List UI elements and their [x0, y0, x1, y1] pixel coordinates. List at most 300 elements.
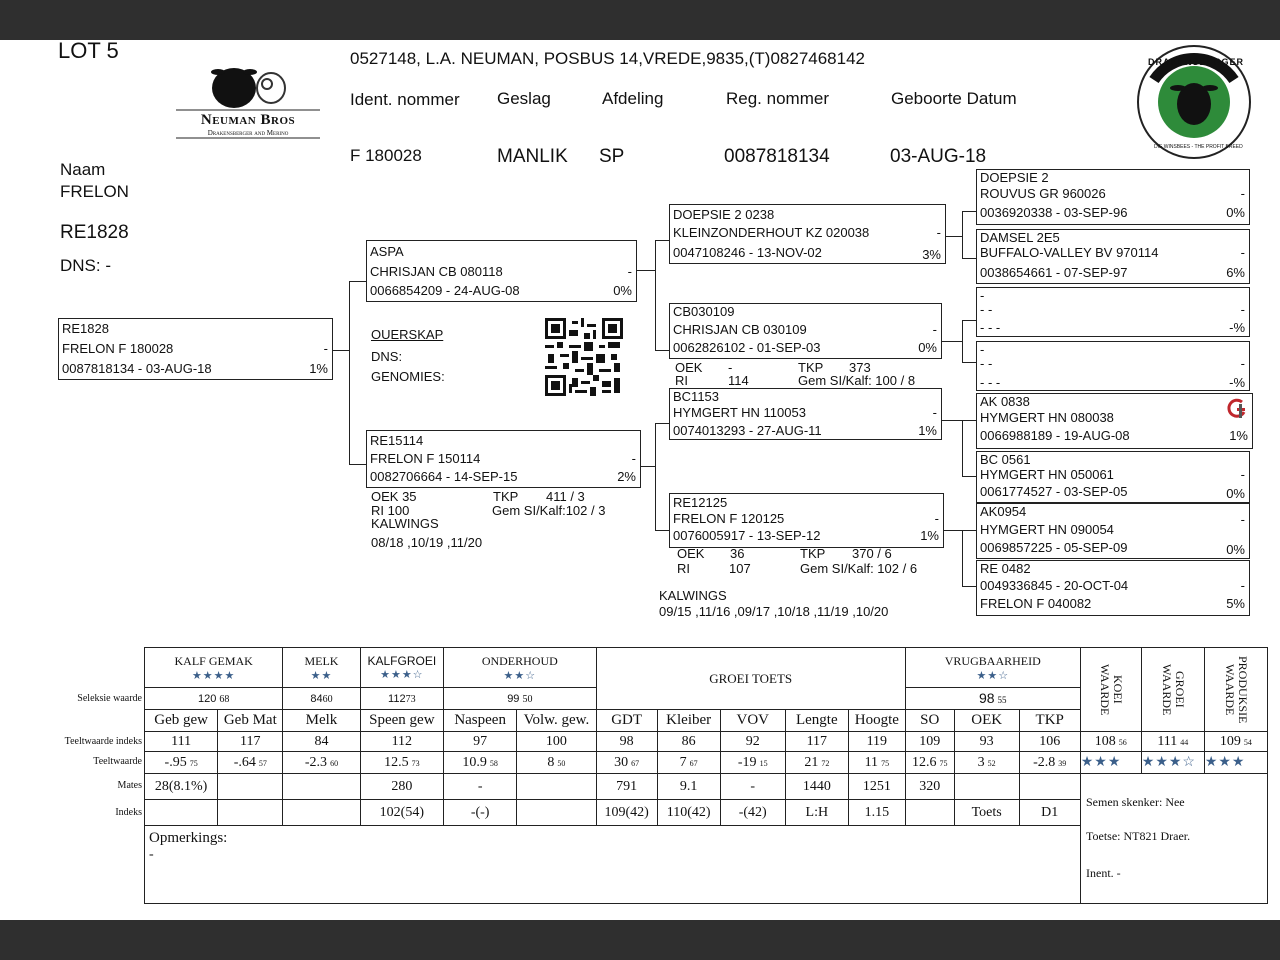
value-geboorte: 03-AUG-18 — [890, 146, 987, 167]
sel-kalfgroei — [360, 688, 443, 710]
value-geslag: MANLIK — [497, 146, 568, 167]
naam-label: Naam — [60, 160, 106, 179]
indeks-cell: -(42) — [720, 800, 785, 826]
gp4-line3-right: 1% — [920, 528, 939, 543]
ggp-box-5 — [976, 393, 1253, 449]
mates-cell: 320 — [905, 774, 954, 800]
dam-line1: RE15114 — [370, 433, 424, 448]
grandparent-box-2 — [669, 303, 942, 359]
sel-onderhoud — [444, 688, 597, 710]
ggp-box-4 — [976, 341, 1250, 391]
teeltwaarde-cell — [596, 752, 657, 774]
ggp5-line3-right: 1% — [1229, 428, 1248, 443]
mates-cell: - — [720, 774, 785, 800]
gp-lower-tkp-value: 370 / 6 — [852, 546, 892, 561]
teeltwaarde-acc: 73 — [411, 758, 420, 768]
ggp1-line2-right: - — [1240, 186, 1245, 201]
mates-cell: - — [444, 774, 517, 800]
waarde-index-cell — [1141, 732, 1204, 752]
grandparent-box-1 — [669, 204, 946, 264]
gp-upper-oek-label: OEK — [675, 360, 703, 375]
ggp6-line2-right: - — [1240, 467, 1245, 482]
animal-dns: DNS: - — [60, 256, 111, 275]
top-bar — [0, 0, 1280, 40]
melk-stars: ★★ — [310, 669, 333, 682]
sire-line2: CHRISJAN CB 080118 — [370, 264, 503, 279]
gp2-line3: 0062826102 - 01-SEP-03 — [673, 340, 821, 355]
drakensberger-ring-text: DRAKENSBERGER — [1148, 57, 1245, 67]
lot-number: LOT 5 — [58, 38, 119, 63]
teeltwaarde-value: -2.8 — [1033, 754, 1056, 770]
kalfgroei-stars: ★★★☆ — [380, 669, 424, 681]
neuman-title: Neuman Bros — [200, 112, 296, 128]
teeltwaarde-cell — [145, 752, 218, 774]
teeltwaarde-value: -.95 — [164, 754, 187, 770]
gp3-line3-right: 1% — [918, 423, 937, 438]
dam-kalwings-dates: 08/18 ,10/19 ,11/20 — [371, 535, 483, 550]
onderhoud-title: ONDERHOUD — [481, 653, 558, 668]
sire-line1: ASPA — [370, 244, 404, 259]
waarde-index-value: 111 — [1157, 733, 1178, 749]
dam-tkp-label: TKP — [493, 489, 519, 504]
gp4-line1: RE12125 — [673, 495, 728, 510]
ggp7-line3: 0069857225 - 05-SEP-09 — [980, 540, 1128, 555]
tw-indeks-cell: 97 — [444, 732, 517, 752]
teeltwaarde-value: 11 — [864, 754, 879, 770]
ggp8-line2: 0049336845 - 20-OCT-04 — [980, 578, 1129, 593]
subject-pedigree-box — [58, 318, 333, 380]
indeks-cell: D1 — [1019, 800, 1080, 826]
vrugbaarheid-title: VRUGBAARHEID — [944, 653, 1041, 668]
ggp-box-3 — [976, 287, 1250, 337]
group-melk — [283, 648, 360, 688]
ggp5-line2: HYMGERT HN 080038 — [980, 410, 1114, 425]
col-header: SO — [905, 710, 954, 732]
sel-kalf-gemak — [145, 688, 283, 710]
sel-kalfgroei-value: 112 — [388, 692, 406, 705]
teeltwaarde-acc: 58 — [489, 758, 498, 768]
ggp2-line1: DAMSEL 2E5 — [980, 230, 1060, 245]
ggp6-line2: HYMGERT HN 050061 — [980, 467, 1114, 482]
sel-melk — [283, 688, 360, 710]
ggp4-line2: - - — [980, 356, 993, 371]
label-afdeling: Afdeling — [602, 89, 664, 108]
subject-line2: FRELON F 180028 — [62, 341, 174, 356]
label-geslag: Geslag — [497, 89, 551, 108]
ggp3-line3: - - - — [980, 320, 1001, 335]
group-groei-toets — [596, 648, 905, 710]
waarde-index-acc: 54 — [1243, 737, 1252, 747]
kalfgroei-title: KALFGROEI — [367, 654, 437, 668]
ggp7-line2-right: - — [1240, 512, 1245, 527]
drakensberger-logo — [1134, 40, 1254, 160]
label-reg: Reg. nommer — [726, 89, 829, 108]
ggp2-line3: 0038654661 - 07-SEP-97 — [980, 265, 1128, 280]
value-afdeling: SP — [599, 146, 625, 167]
gp-lower-ri-label: RI — [677, 561, 690, 576]
teeltwaarde-cell — [283, 752, 360, 774]
teeltwaarde-acc: 15 — [759, 758, 768, 768]
teeltwaarde-cell — [1019, 752, 1080, 774]
teeltwaarde-value: 3 — [977, 754, 985, 770]
gp3-line2: HYMGERT HN 110053 — [673, 405, 806, 420]
gp1-line1: DOEPSIE 2 0238 — [673, 207, 775, 222]
tw-indeks-cell: 84 — [283, 732, 360, 752]
indeks-cell: 102(54) — [360, 800, 443, 826]
animal-name: FRELON — [60, 182, 129, 201]
ggp2-line3-right: 6% — [1226, 265, 1245, 280]
ggp3-line1: - — [980, 288, 985, 303]
mates-cell: 28(8.1%) — [145, 774, 218, 800]
row-label-seleksie: Seleksie waarde — [77, 693, 142, 704]
qr-code-icon — [545, 318, 623, 396]
gt-badge-icon — [1226, 398, 1248, 420]
tw-indeks-cell: 100 — [517, 732, 596, 752]
mates-cell — [218, 774, 283, 800]
row-label-tw-indeks: Teeltwaarde indeks — [64, 736, 142, 747]
mates-cell: 1251 — [848, 774, 905, 800]
ggp2-line2: BUFFALO-VALLEY BV 970114 — [980, 245, 1159, 260]
teeltwaarde-cell — [444, 752, 517, 774]
tw-indeks-cell: 106 — [1019, 732, 1080, 752]
teeltwaarde-acc: 67 — [689, 758, 698, 768]
ouerskap-title: OUERSKAP — [371, 327, 444, 342]
gp1-line3: 0047108246 - 13-NOV-02 — [673, 245, 822, 260]
sel-melk-acc: 60 — [322, 693, 333, 705]
ggp1-line3: 0036920338 - 03-SEP-96 — [980, 205, 1128, 220]
mates-cell — [283, 774, 360, 800]
ggp1-line1: DOEPSIE 2 — [980, 170, 1049, 185]
row-label-teeltwaarde: Teeltwaarde — [93, 756, 142, 767]
group-kalfgroei — [360, 648, 443, 688]
indeks-cell: Toets — [954, 800, 1019, 826]
subject-line2-right: - — [323, 341, 328, 356]
waarde-stars-cell: ★★★☆ — [1141, 752, 1204, 774]
gp4-line2-right: - — [934, 511, 939, 526]
waarde-index-value: 109 — [1219, 733, 1241, 749]
ggp8-line3: FRELON F 040082 — [980, 596, 1092, 611]
ggp7-line1: AK0954 — [980, 504, 1027, 519]
sel-onderhoud-acc: 50 — [522, 693, 533, 705]
vrugbaarheid-stars: ★★☆ — [976, 669, 1010, 682]
inent-note: Inent. - — [1086, 866, 1121, 880]
neuman-subtitle: Drakensberger and Merino — [207, 129, 289, 137]
sire-line2-right: - — [627, 264, 632, 279]
gp-upper-ri-value: 114 — [728, 373, 749, 388]
kalf-gemak-title: KALF GEMAK — [174, 653, 253, 668]
dam-box — [366, 430, 641, 488]
gp-upper-oek-value: - — [728, 360, 733, 375]
gp-upper-gem: Gem SI/Kalf: 100 / 8 — [798, 373, 916, 388]
ggp-box-8 — [976, 560, 1250, 616]
ggp-box-6 — [976, 451, 1250, 503]
teeltwaarde-acc: 50 — [557, 758, 566, 768]
teeltwaarde-value: 21 — [804, 754, 819, 770]
opmerkings-label: Opmerkings: — [149, 830, 228, 846]
produksie-waarde-title: PRODUKSIE WAARDE — [1222, 655, 1250, 724]
groei-toets-title: GROEI TOETS — [709, 670, 793, 686]
gp-upper-ri-label: RI — [675, 373, 688, 388]
teeltwaarde-cell — [517, 752, 596, 774]
waarde-index-cell — [1080, 732, 1141, 752]
teeltwaarde-value: -.64 — [233, 754, 256, 770]
group-kalf-gemak — [145, 648, 283, 688]
grandparent-box-4 — [669, 493, 944, 548]
teeltwaarde-acc: 72 — [821, 758, 830, 768]
koei-waarde-header — [1080, 648, 1141, 732]
ggp8-line2-right: - — [1240, 578, 1245, 593]
bottom-bar — [0, 920, 1280, 960]
gp2-line3-right: 0% — [918, 340, 937, 355]
groei-waarde-header — [1141, 648, 1204, 732]
col-header: OEK — [954, 710, 1019, 732]
ggp4-line1: - — [980, 342, 985, 357]
tw-indeks-cell: 86 — [657, 732, 720, 752]
drakensberger-tagline: DIE WINSBEES - THE PROFIT BREED — [1154, 144, 1243, 150]
teeltwaarde-value: 12.6 — [911, 754, 937, 770]
tw-indeks-cell: 119 — [848, 732, 905, 752]
gp4-line2: FRELON F 120125 — [673, 511, 785, 526]
ggp-box-2 — [976, 229, 1250, 284]
opmerkings-value: - — [149, 847, 154, 862]
teeltwaarde-acc: 57 — [258, 758, 267, 768]
teeltwaarde-cell — [785, 752, 848, 774]
gp3-line2-right: - — [932, 405, 937, 420]
tw-indeks-cell: 117 — [785, 732, 848, 752]
mates-cell — [517, 774, 596, 800]
ggp2-line2-right: - — [1240, 245, 1245, 260]
melk-title: MELK — [304, 653, 339, 668]
indeks-cell — [218, 800, 283, 826]
dam-line3: 0082706664 - 14-SEP-15 — [370, 469, 518, 484]
indeks-cell: -(-) — [444, 800, 517, 826]
sel-vrugbaarheid — [905, 688, 1080, 710]
col-header: Hoogte — [848, 710, 905, 732]
mates-cell — [954, 774, 1019, 800]
tw-indeks-cell: 109 — [905, 732, 954, 752]
grandparent-box-3 — [669, 388, 942, 440]
gp-lower-kalwings-dates: 09/15 ,11/16 ,09/17 ,10/18 ,11/19 ,10/20 — [659, 604, 889, 619]
teeltwaarde-cell — [720, 752, 785, 774]
gp1-line2-right: - — [936, 225, 941, 240]
tw-indeks-cell: 117 — [218, 732, 283, 752]
sire-box — [366, 240, 637, 302]
tw-indeks-cell: 98 — [596, 732, 657, 752]
sire-line3-right: 0% — [613, 283, 632, 298]
gp-lower-kalwings-label: KALWINGS — [659, 588, 727, 603]
teeltwaarde-acc: 60 — [330, 758, 339, 768]
sel-kalfgroei-acc: 73 — [405, 693, 416, 705]
ggp3-line2: - - — [980, 302, 993, 317]
dam-tkp-value: 411 / 3 — [546, 489, 585, 504]
ggp7-line3-right: 0% — [1226, 542, 1245, 557]
ggp8-line1: RE 0482 — [980, 561, 1031, 576]
teeltwaarde-cell — [218, 752, 283, 774]
subject-line3-right: 1% — [309, 361, 328, 376]
tw-indeks-cell: 92 — [720, 732, 785, 752]
ggp5-line3: 0066988189 - 19-AUG-08 — [980, 428, 1130, 443]
onderhoud-stars: ★★☆ — [503, 669, 537, 682]
tw-indeks-cell: 112 — [360, 732, 443, 752]
col-header: Speen gew — [360, 710, 443, 732]
teeltwaarde-value: 10.9 — [462, 754, 487, 770]
ggp-box-7 — [976, 503, 1250, 559]
ggp-box-1 — [976, 169, 1250, 225]
sel-vrugbaarheid-acc: 55 — [997, 694, 1007, 705]
dam-oek: OEK 35 — [371, 489, 417, 504]
opmerkings-cell — [145, 826, 1081, 904]
gp-lower-ri-value: 107 — [729, 561, 751, 576]
sire-line3: 0066854209 - 24-AUG-08 — [370, 283, 520, 298]
col-header: Kleiber — [657, 710, 720, 732]
col-header: Volw. gew. — [517, 710, 596, 732]
gp-upper-tkp-value: 373 — [849, 360, 871, 375]
gp4-line3: 0076005917 - 13-SEP-12 — [673, 528, 821, 543]
col-header: Geb gew — [145, 710, 218, 732]
kalf-gemak-stars: ★★★★ — [191, 669, 236, 682]
indeks-cell — [905, 800, 954, 826]
mates-cell: 791 — [596, 774, 657, 800]
col-header: GDT — [596, 710, 657, 732]
tw-indeks-cell: 93 — [954, 732, 1019, 752]
owner-line: 0527148, L.A. NEUMAN, POSBUS 14,VREDE,9835,(T)0827468142 — [350, 49, 866, 68]
value-reg: 0087818134 — [724, 146, 830, 167]
gp2-line2-right: - — [932, 322, 937, 337]
dam-gem: Gem SI/Kalf:102 / 3 — [492, 503, 606, 518]
tw-indeks-cell: 111 — [145, 732, 218, 752]
dam-line3-right: 2% — [617, 469, 636, 484]
waarde-index-acc: 44 — [1180, 737, 1189, 747]
group-onderhoud — [444, 648, 597, 688]
teeltwaarde-cell — [905, 752, 954, 774]
indeks-cell: 109(42) — [596, 800, 657, 826]
ggp6-line3-right: 0% — [1226, 486, 1245, 501]
groei-waarde-title: GROEI WAARDE — [1159, 663, 1187, 716]
produksie-waarde-header — [1204, 648, 1267, 732]
ggp1-line3-right: 0% — [1226, 205, 1245, 220]
ouerskap-dns: DNS: — [371, 349, 403, 364]
teeltwaarde-cell — [657, 752, 720, 774]
ggp6-line1: BC 0561 — [980, 452, 1031, 467]
teeltwaarde-acc: 52 — [987, 758, 996, 768]
gp3-line3: 0074013293 - 27-AUG-11 — [673, 423, 822, 438]
gp-lower-oek-label: OEK — [677, 546, 705, 561]
mates-cell: 1440 — [785, 774, 848, 800]
gp-lower-tkp-label: TKP — [800, 546, 826, 561]
indeks-cell — [145, 800, 218, 826]
ggp1-line2: ROUVUS GR 960026 — [980, 186, 1106, 201]
ggp4-line3: - - - — [980, 375, 1001, 390]
teeltwaarde-value: -19 — [737, 754, 757, 770]
teeltwaarde-acc: 75 — [189, 758, 198, 768]
gp-lower-oek-value: 36 — [730, 546, 745, 561]
dam-ri: RI 100 — [371, 503, 410, 518]
teeltwaarde-cell — [954, 752, 1019, 774]
gp-upper-tkp-label: TKP — [798, 360, 824, 375]
ggp3-line2-right: - — [1240, 302, 1245, 317]
indeks-cell: 110(42) — [657, 800, 720, 826]
ggp7-line2: HYMGERT HN 090054 — [980, 522, 1114, 537]
semen-note: Semen skenker: Nee — [1086, 795, 1185, 809]
sel-kalf-gemak-acc: 68 — [219, 693, 230, 705]
col-header: VOV — [720, 710, 785, 732]
ggp8-line3-right: 5% — [1226, 596, 1245, 611]
row-label-mates: Mates — [117, 780, 142, 791]
teeltwaarde-value: -2.3 — [304, 754, 328, 770]
col-header: TKP — [1019, 710, 1080, 732]
mates-cell: 280 — [360, 774, 443, 800]
group-vrugbaarheid — [905, 648, 1080, 688]
teeltwaarde-value: 7 — [679, 754, 687, 770]
teeltwaarde-cell — [360, 752, 443, 774]
col-header: Lengte — [785, 710, 848, 732]
dam-kalwings-label: KALWINGS — [371, 516, 439, 531]
sel-kalf-gemak-value: 120 — [197, 692, 217, 705]
koei-waarde-title: KOEI WAARDE — [1097, 663, 1125, 716]
subject-line3: 0087818134 - 03-AUG-18 — [62, 361, 212, 376]
teeltwaarde-acc: 39 — [1058, 758, 1067, 768]
ggp4-line2-right: - — [1240, 356, 1245, 371]
indeks-cell — [283, 800, 360, 826]
sel-vrugbaarheid-value: 98 — [978, 689, 995, 706]
col-header: Geb Mat — [218, 710, 283, 732]
teeltwaarde-acc: 75 — [939, 758, 948, 768]
waarde-index-cell — [1204, 732, 1267, 752]
ggp6-line3: 0061774527 - 03-SEP-05 — [980, 484, 1128, 499]
teeltwaarde-value: 12.5 — [384, 754, 409, 770]
col-header: Melk — [283, 710, 360, 732]
dam-line2-right: - — [631, 451, 636, 466]
sel-melk-value: 84 — [310, 692, 323, 705]
teeltwaarde-acc: 67 — [631, 758, 640, 768]
gp1-line2: KLEINZONDERHOUT KZ 020038 — [673, 225, 870, 240]
gp2-line1: CB030109 — [673, 304, 735, 319]
dam-line2: FRELON F 150114 — [370, 451, 481, 466]
indeks-cell: L:H — [785, 800, 848, 826]
label-ident: Ident. nommer — [350, 90, 460, 109]
teeltwaarde-acc: 75 — [881, 758, 890, 768]
mates-cell: 9.1 — [657, 774, 720, 800]
gp2-line2: CHRISJAN CB 030109 — [673, 322, 807, 337]
mates-cell — [1019, 774, 1080, 800]
label-geboorte: Geboorte Datum — [891, 89, 1017, 108]
neuman-bros-logo — [176, 62, 320, 142]
animal-code: RE1828 — [60, 222, 129, 243]
teeltwaarde-value: 30 — [614, 754, 629, 770]
value-ident: F 180028 — [350, 146, 422, 165]
gp3-line1: BC1153 — [673, 389, 720, 404]
indeks-cell: 1.15 — [848, 800, 905, 826]
gp-lower-gem: Gem SI/Kalf: 102 / 6 — [800, 561, 918, 576]
toetse-note: Toetse: NT821 Draer. — [1086, 829, 1191, 843]
indeks-cell — [517, 800, 596, 826]
ouerskap-genomies: GENOMIES: — [371, 369, 445, 384]
sel-onderhoud-value: 99 — [507, 692, 520, 705]
waarde-stars-cell: ★★★ — [1204, 752, 1267, 774]
teeltwaarde-cell — [848, 752, 905, 774]
teeltwaarde-value: 8 — [547, 754, 555, 770]
ggp5-line1: AK 0838 — [980, 394, 1030, 409]
ggp3-line3-right: -% — [1229, 320, 1245, 335]
gp1-line3-right: 3% — [922, 247, 941, 262]
col-header: Naspeen — [444, 710, 517, 732]
ggp4-line3-right: -% — [1229, 375, 1245, 390]
waarde-stars-cell: ★★★ — [1080, 752, 1141, 774]
subject-line1: RE1828 — [62, 321, 109, 336]
waarde-index-acc: 56 — [1118, 737, 1127, 747]
row-label-indeks: Indeks — [115, 807, 142, 818]
waarde-index-value: 108 — [1094, 733, 1116, 749]
